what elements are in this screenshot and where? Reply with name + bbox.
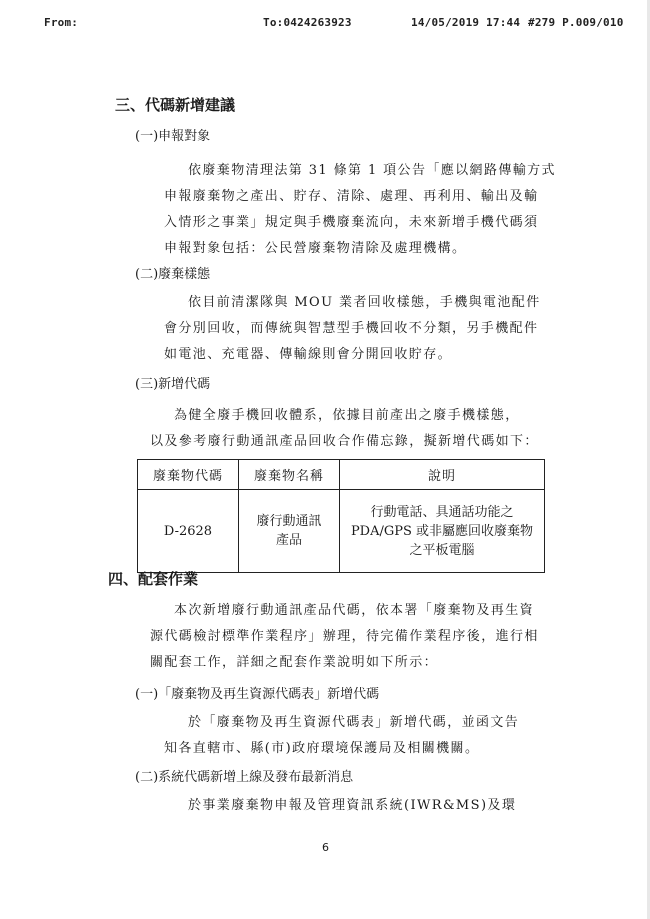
paragraph-4-1 xyxy=(164,710,519,762)
fax-to: To:0424263923 xyxy=(263,16,352,29)
table-cell-desc xyxy=(340,490,545,573)
subsection-4-1-heading: (一)「廢棄物及再生資源代碼表」新增代碼 xyxy=(135,687,380,702)
paragraph-3-3 xyxy=(150,403,539,455)
table-cell-code: D-2628 xyxy=(138,490,239,573)
section-3-title: 三、代碼新增建議 xyxy=(115,96,236,114)
paragraph-3-2 xyxy=(164,290,541,368)
text-line: 於事業廢棄物申報及管理資訊系統(IWR&MS)及環 xyxy=(188,798,517,813)
text-line: 申報對象包括：公民營廢棄物清除及處理機構。 xyxy=(164,241,467,256)
text-line: 關配套工作，詳細之配套作業說明如下所示： xyxy=(150,655,439,670)
text-line: 於「廢棄物及再生資源代碼表」新增代碼，並函文告 xyxy=(188,715,520,730)
section-4-title: 四、配套作業 xyxy=(108,570,199,588)
table-cell-name xyxy=(239,490,340,573)
text-line: 本次新增廢行動通訊產品代碼，依本署「廢棄物及再生資 xyxy=(174,603,535,618)
subsection-3-3-heading: (三)新增代碼 xyxy=(135,377,211,392)
text-line: 為健全廢手機回收體系，依據目前產出之廢手機樣態， xyxy=(174,408,520,423)
page-number: 6 xyxy=(322,841,329,854)
paragraph-3-1 xyxy=(164,158,556,262)
table-header-code: 廢棄物代碼 xyxy=(138,460,239,490)
fax-page: #279 P.009/010 xyxy=(528,16,624,29)
table-row xyxy=(138,490,545,573)
text-line: 以及參考廢行動通訊產品回收合作備忘錄，擬新增代碼如下： xyxy=(150,434,539,449)
subsection-3-2-heading: (二)廢棄樣態 xyxy=(135,267,211,282)
cell-line: PDA/GPS 或非屬應回收廢棄物 xyxy=(350,523,534,539)
waste-code-table xyxy=(137,459,545,573)
cell-line: 之平板電腦 xyxy=(409,542,475,558)
fax-datetime: 14/05/2019 17:44 xyxy=(411,16,521,29)
text-line: 依目前清潔隊與 MOU 業者回收樣態，手機與電池配件 xyxy=(188,295,541,310)
subsection-3-1-heading: (一)申報對象 xyxy=(135,129,211,144)
cell-line: 廢行動通訊 xyxy=(256,514,322,529)
cell-line: 行動電話、具通話功能之 xyxy=(370,504,514,520)
table-header-desc: 說明 xyxy=(340,460,545,490)
text-line: 源代碼檢討標準作業程序」辦理，待完備作業程序後，進行相 xyxy=(150,629,539,644)
text-line: 會分別回收，而傳統與智慧型手機回收不分類，另手機配件 xyxy=(164,321,539,336)
paragraph-4-2 xyxy=(164,793,516,819)
paragraph-4-intro xyxy=(150,598,539,676)
subsection-4-2-heading: (二)系統代碼新增上線及發布最新消息 xyxy=(135,770,354,785)
cell-line: 產品 xyxy=(275,533,302,548)
table-header-name: 廢棄物名稱 xyxy=(239,460,340,490)
text-line: 知各直轄市、縣(市)政府環境保護局及相關機關。 xyxy=(164,741,480,756)
text-line: 申報廢棄物之產出、貯存、清除、處理、再利用、輸出及輸 xyxy=(164,189,539,204)
fax-from: From: xyxy=(44,16,79,29)
table-header-row xyxy=(138,460,545,490)
text-line: 如電池、充電器、傳輸線則會分開回收貯存。 xyxy=(164,347,453,362)
text-line: 入情形之事業」規定與手機廢棄流向，未來新增手機代碼須 xyxy=(164,215,539,230)
text-line: 依廢棄物清理法第 31 條第 1 項公告「應以網路傳輸方式 xyxy=(188,163,556,178)
